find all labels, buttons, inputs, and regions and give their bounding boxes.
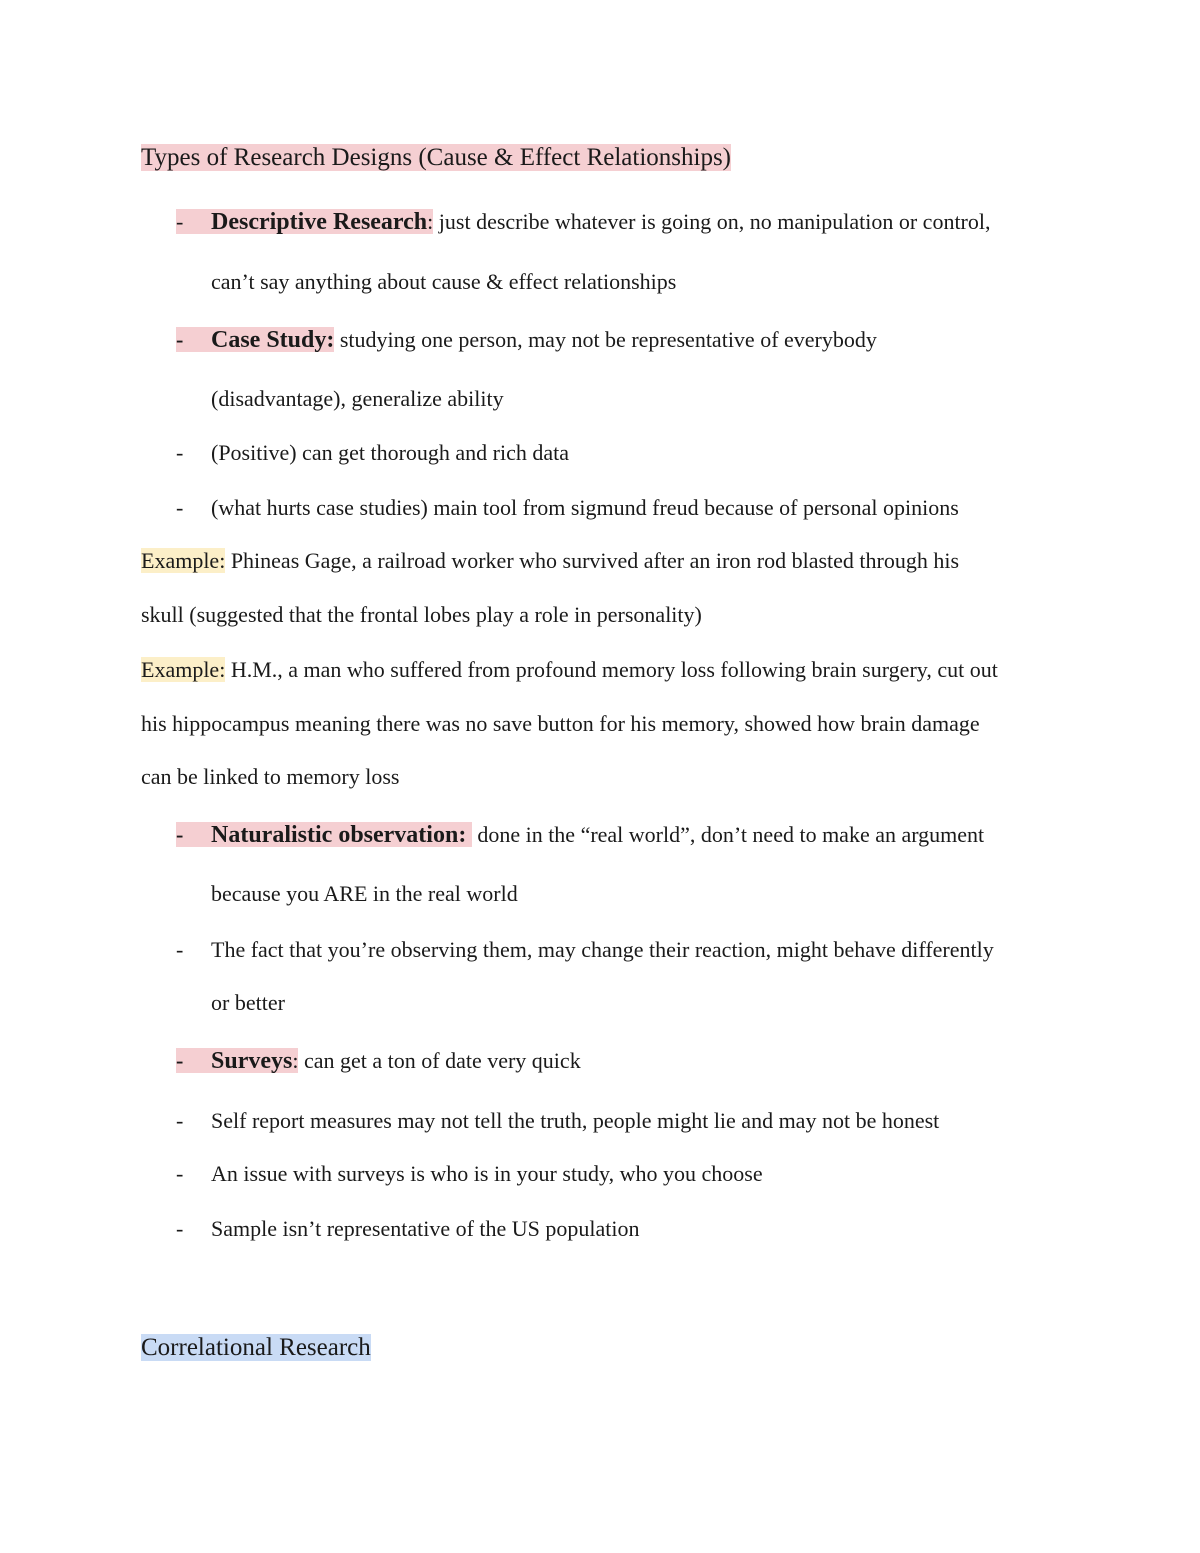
term-descriptive: Descriptive Research [211,209,428,235]
term-surveys: Surveys [211,1048,293,1074]
bullet-dash: - [176,209,184,234]
example-phineas-continuation: skull (suggested that the frontal lobes play a role in personality) [141,602,702,627]
bullet-dash: - [176,440,184,465]
list-item-naturalistic [176,819,984,851]
example-hm-continuation: can be linked to memory loss [141,764,400,789]
bullet-dash: - [176,1108,184,1133]
term-colon: : [292,1048,299,1073]
term-naturalistic: Naturalistic observation: [211,822,467,848]
list-item-text: The fact that you’re observing them, may change their reaction, might behave differently [211,937,994,962]
term-colon: : [427,209,434,234]
example-label: Example: [141,548,226,573]
naturalistic-text: done in the “real world”, don’t need to make an argument [471,822,985,847]
bullet-dash: - [176,937,184,962]
section-heading-correlational [141,1332,371,1364]
term-case-study: Case Study: [211,327,335,353]
list-item-surveys [176,1045,581,1077]
list-item [176,1105,939,1137]
bullet-dash: - [176,1216,184,1241]
list-item-text: Self report measures may not tell the truth, people might lie and may not be honest [211,1108,940,1133]
surveys-text: can get a ton of date very quick [298,1048,581,1073]
naturalistic-continuation: because you ARE in the real world [211,881,518,906]
example-text: Phineas Gage, a railroad worker who survived after an iron rod blasted through his [225,548,960,573]
list-item-text: (what hurts case studies) main tool from sigmund freud because of personal opinions [211,495,959,520]
example-text: H.M., a man who suffered from profound memory loss following brain surgery, cut out [225,657,998,682]
example-hm [141,655,998,685]
bullet-dash: - [176,1161,184,1186]
bullet-dash: - [176,495,184,520]
list-item-text: Sample isn’t representative of the US population [211,1216,640,1241]
section-heading-types [141,142,731,174]
list-item-descriptive [176,206,991,238]
example-phineas-gage [141,546,959,576]
list-item [176,437,569,469]
list-item-text: An issue with surveys is who is in your study, who you choose [211,1161,763,1186]
list-item-case-study [176,324,877,356]
bullet-dash: - [176,1048,184,1073]
case-study-continuation: (disadvantage), generalize ability [211,386,504,411]
heading-highlight: Correlational Research [141,1334,371,1361]
list-item [176,1213,640,1245]
case-study-text: studying one person, may not be representative of everybody [334,327,877,352]
list-item-text: (Positive) can get thorough and rich data [211,440,570,465]
list-item [176,934,994,966]
example-label: Example: [141,657,226,682]
heading-highlight: Types of Research Designs (Cause & Effect Relationships) [141,144,732,171]
list-item [176,492,959,524]
bullet-dash: - [176,327,184,352]
list-item-continuation: or better [211,990,285,1015]
descriptive-text: just describe whatever is going on, no manipulation or control, [433,209,991,234]
descriptive-continuation: can’t say anything about cause & effect relationships [211,269,677,294]
bullet-dash: - [176,822,184,847]
list-item [176,1158,763,1190]
example-hm-continuation: his hippocampus meaning there was no save button for his memory, showed how brain damage [141,711,980,736]
